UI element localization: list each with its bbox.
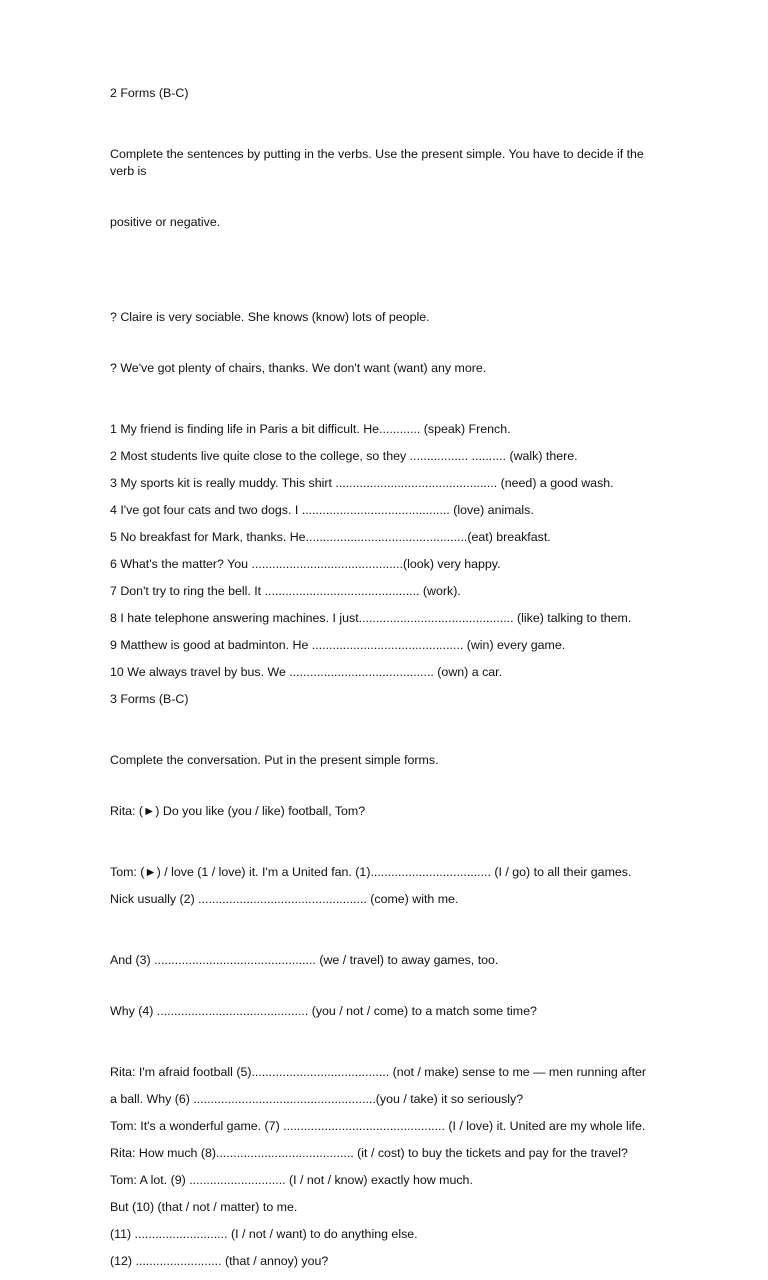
- exercise-item: 4 I've got four cats and two dogs. I ........................................... (love) animals.: [110, 503, 534, 517]
- exercise-item: 10 We always travel by bus. We .......................................... (own) a car.: [110, 665, 503, 679]
- conversation-block: [110, 918, 670, 1054]
- conversation-line: Rita: (►) Do you like (you / like) football, Tom?: [110, 804, 366, 818]
- exercise-item: 1 My friend is finding life in Paris a bit difficult. He............ (speak) French.: [110, 422, 511, 436]
- example-sentence: ? We've got plenty of chairs, thanks. We don't want (want) any more.: [110, 361, 487, 375]
- example-sentence: ? Claire is very sociable. She knows (know) lots of people.: [110, 310, 430, 324]
- conversation-line: Rita: How much (8)........................................ (it / cost) to buy the tickets and pay for the travel?: [110, 1146, 628, 1160]
- instruction-line: Complete the conversation. Put in the present simple forms.: [110, 753, 439, 767]
- conversation-line: Rita: I'm afraid football (5)........................................ (not / make) sense to me — men running after: [110, 1065, 647, 1079]
- instruction-line: Complete the sentences by putting in the verbs. Use the present simple. You have to decide if the verb is: [110, 147, 648, 178]
- section-2-examples: [110, 275, 670, 411]
- exercise-item: 7 Don't try to ring the bell. It ............................................. (work).: [110, 584, 461, 598]
- section-2-heading: 2 Forms (B-C): [110, 86, 189, 100]
- exercise-item: 5 No breakfast for Mark, thanks. He...............................................(eat) breakfast.: [110, 530, 551, 544]
- conversation-line: (12) ......................... (that / annoy) you?: [110, 1254, 329, 1268]
- conversation-line: a ball. Why (6) .....................................................(you / take) it so seriously?: [110, 1092, 524, 1106]
- conversation-line: Why (4) ............................................ (you / not / come) to a match some time?: [110, 1004, 537, 1018]
- section-3-instructions: [110, 718, 670, 854]
- worksheet-content: [110, 85, 670, 1280]
- conversation-line: Tom: (►) / love (1 / love) it. I'm a United fan. (1)................................... (I / go) to all their games.: [110, 865, 632, 879]
- exercise-item: 9 Matthew is good at badminton. He ............................................ (win) every game.: [110, 638, 566, 652]
- exercise-item: 8 I hate telephone answering machines. I just............................................. (like) talking to them.: [110, 611, 632, 625]
- exercise-item: 3 My sports kit is really muddy. This shirt ............................................... (need) a good wash.: [110, 476, 614, 490]
- conversation-line: Tom: It's a wonderful game. (7) ............................................... (I / love) it. United are my whole life.: [110, 1119, 646, 1133]
- exercise-item: 6 What's the matter? You ............................................(look) very happy.: [110, 557, 501, 571]
- section-3-heading: 3 Forms (B-C): [110, 692, 189, 706]
- instruction-line: positive or negative.: [110, 215, 221, 229]
- conversation-line: Nick usually (2) ................................................. (come) with me.: [110, 892, 459, 906]
- conversation-line: Tom: A lot. (9) ............................ (I / not / know) exactly how much.: [110, 1173, 473, 1187]
- conversation-line: And (3) ............................................... (we / travel) to away games, too.: [110, 953, 499, 967]
- conversation-line: But (10) (that / not / matter) to me.: [110, 1200, 298, 1214]
- exercise-item: 2 Most students live quite close to the college, so they ................. .......... (walk) there.: [110, 449, 578, 463]
- section-2-instructions: [110, 112, 670, 265]
- conversation-line: (11) ........................... (I / not / want) to do anything else.: [110, 1227, 418, 1241]
